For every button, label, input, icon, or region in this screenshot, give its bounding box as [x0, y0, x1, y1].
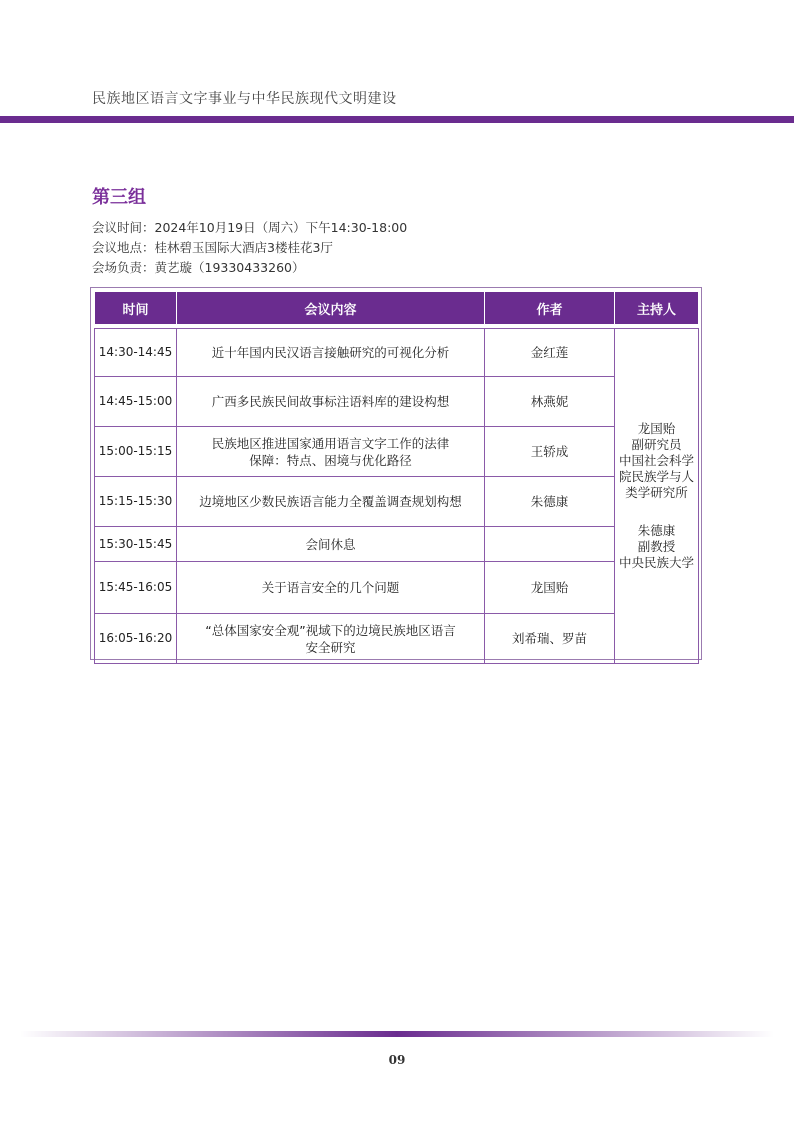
footer-gradient-bar [20, 1031, 774, 1037]
table-row [95, 427, 699, 477]
row-author: 龙国贻 [485, 562, 615, 614]
row-time: 14:30-14:45 [95, 329, 177, 377]
host-line: 中国社会科学 [618, 453, 694, 468]
row-content [177, 614, 485, 664]
header-divider-bar [0, 116, 794, 123]
content-line: 近十年国内民汉语言接触研究的可视化分析 [211, 345, 450, 360]
meeting-info [92, 218, 407, 278]
table-row [95, 477, 699, 527]
row-author: 金红莲 [485, 329, 615, 377]
table-row [95, 527, 699, 562]
table-row [95, 614, 699, 664]
row-time: 16:05-16:20 [95, 614, 177, 664]
host-spacer [617, 501, 696, 523]
row-time: 15:45-16:05 [95, 562, 177, 614]
row-author: 朱德康 [485, 477, 615, 527]
host-line: 副研究员 [631, 437, 682, 452]
row-author: 刘希瑞、罗苗 [485, 614, 615, 664]
row-time: 15:15-15:30 [95, 477, 177, 527]
row-author: 林燕妮 [485, 377, 615, 427]
column-header-time: 时间 [95, 292, 177, 325]
meeting-location: 会议地点：桂林碧玉国际大酒店3楼桂花3厅 [92, 240, 333, 255]
table-row [95, 329, 699, 377]
host-line: 类学研究所 [625, 485, 688, 500]
row-time: 14:45-15:00 [95, 377, 177, 427]
row-time: 15:00-15:15 [95, 427, 177, 477]
table-row [95, 562, 699, 614]
row-content [177, 427, 485, 477]
host-line: 朱德康 [637, 523, 676, 538]
content-line: 边境地区少数民族语言能力全覆盖调查规划构想 [199, 494, 462, 509]
content-line: 广西多民族民间故事标注语料库的建设构想 [211, 394, 450, 409]
column-header-content: 会议内容 [177, 292, 485, 325]
column-header-host: 主持人 [615, 292, 699, 325]
host-line: 龙国贻 [637, 421, 676, 436]
content-line: 会间休息 [305, 536, 356, 552]
content-line: “总体国家安全观”视域下的边境民族地区语言 [205, 622, 456, 638]
schedule-table [94, 291, 699, 664]
content-line: 关于语言安全的几个问题 [261, 580, 400, 595]
meeting-contact: 会场负责：黄艺璇（19330433260） [92, 260, 305, 275]
row-author [485, 527, 615, 562]
row-time: 15:30-15:45 [95, 527, 177, 562]
column-header-author: 作者 [485, 292, 615, 325]
host-line: 中央民族大学 [618, 555, 694, 570]
row-content [177, 377, 485, 427]
row-content [177, 329, 485, 377]
host-cell [615, 329, 699, 664]
content-line: 安全研究 [305, 639, 356, 655]
meeting-time: 会议时间：2024年10月19日（周六）下午14:30-18:00 [92, 220, 408, 235]
table-header-row [95, 292, 699, 325]
row-content [177, 562, 485, 614]
host-line: 副教授 [637, 539, 676, 554]
content-line: 民族地区推进国家通用语言文字工作的法律 [211, 435, 450, 451]
page-number: 09 [388, 1053, 406, 1067]
table-row [95, 377, 699, 427]
host-line: 院民族学与人 [618, 469, 694, 484]
content-line: 保障：特点、困境与优化路径 [249, 452, 412, 468]
schedule-table-frame [90, 287, 702, 660]
row-author: 王轿成 [485, 427, 615, 477]
row-content [177, 477, 485, 527]
row-content [177, 527, 485, 562]
group-title: 第三组 [92, 187, 146, 208]
running-header: 民族地区语言文字事业与中华民族现代文明建设 [92, 91, 397, 107]
